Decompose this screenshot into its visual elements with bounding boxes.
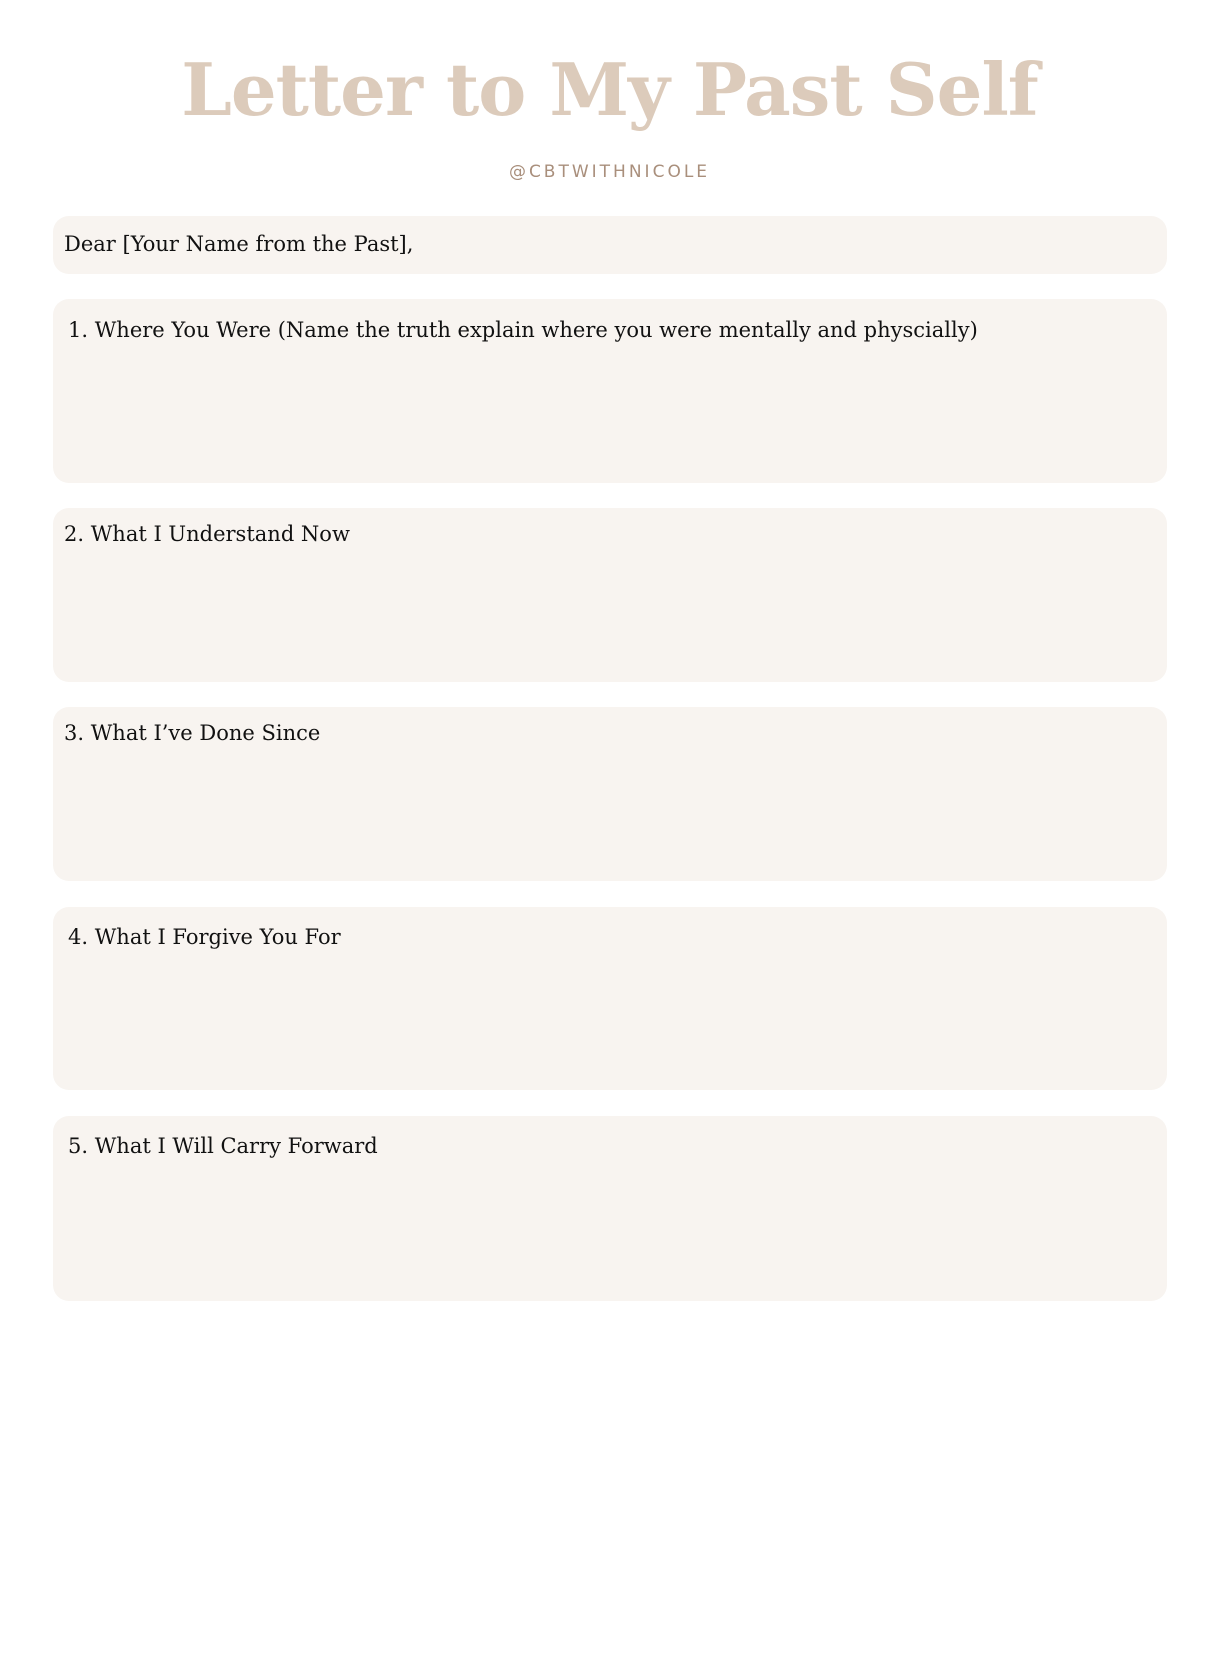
section-where-you-were[interactable] [53, 299, 1167, 483]
section-what-i-forgive-you-for[interactable] [53, 907, 1167, 1090]
section-label: 4. What I Forgive You For [68, 925, 341, 949]
author-handle: @CBTWITHNICOLE [508, 162, 711, 182]
section-what-i-will-carry-forward[interactable] [53, 1116, 1167, 1301]
section-what-ive-done-since[interactable] [53, 707, 1167, 881]
greeting-label: Dear [Your Name from the Past], [64, 232, 414, 256]
section-label: 2. What I Understand Now [64, 522, 350, 546]
section-label: 1. Where You Were (Name the truth explain where you were mentally and physcially) [68, 318, 978, 342]
greeting-field[interactable] [53, 216, 1167, 274]
section-what-i-understand-now[interactable] [53, 508, 1167, 682]
section-label: 5. What I Will Carry Forward [68, 1134, 378, 1158]
section-label: 3. What I’ve Done Since [64, 721, 321, 745]
page-title: Letter to My Past Self [181, 47, 1038, 132]
